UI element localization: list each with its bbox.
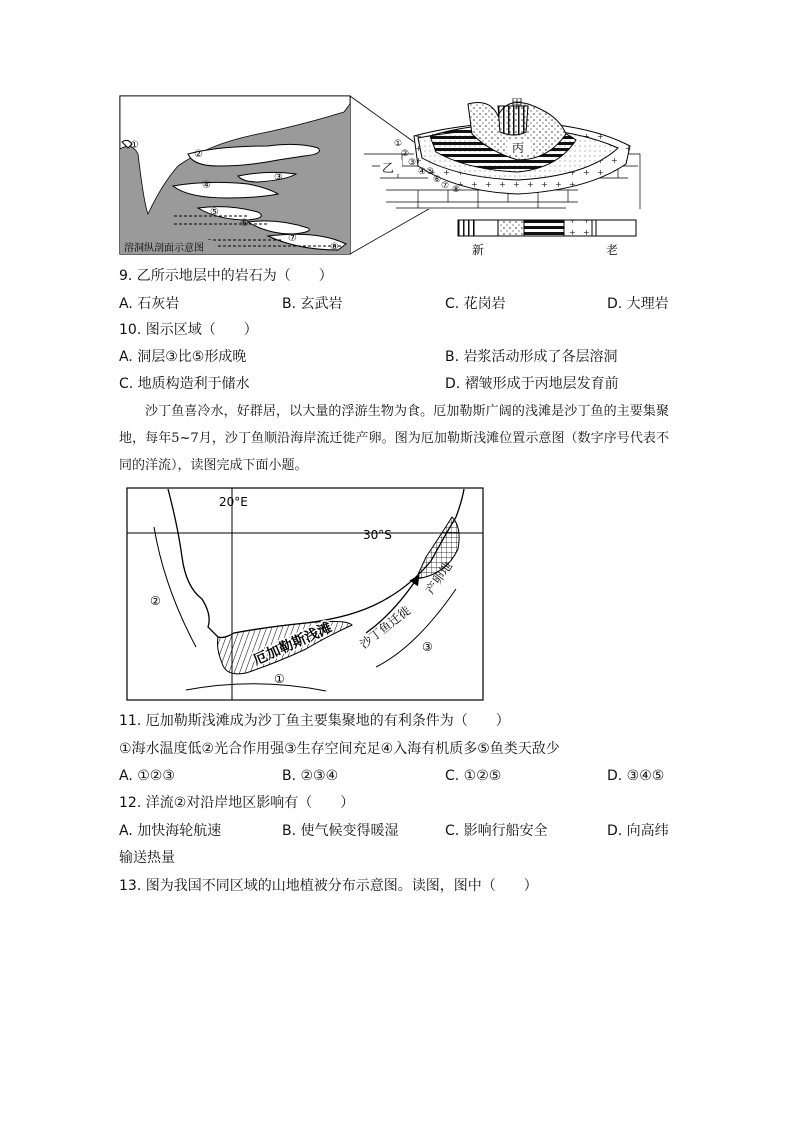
fold-label-6: ⑥	[433, 175, 442, 185]
legend-new-label: 新	[472, 243, 485, 257]
longitude-label: 20°E	[219, 495, 248, 509]
spawn-label: 产卵地	[422, 559, 456, 597]
cave-label-8: ⑧	[330, 242, 339, 253]
q9-option-c[interactable]: C. 花岗岩	[445, 296, 506, 312]
cave-section-panel	[120, 96, 350, 254]
q11-option-d[interactable]: D. ③④⑤	[607, 768, 665, 784]
cave-label-3: ③	[274, 172, 283, 183]
q12-option-d[interactable]: D. 向高纬	[607, 823, 669, 839]
q9-stem: 9. 乙所示地层中的岩石为（ ）	[119, 268, 333, 284]
current-2-label: ②	[150, 594, 161, 608]
cave-label-7: ⑦	[288, 233, 297, 244]
agulhas-bank-label: 厄加勒斯浅滩	[251, 619, 335, 669]
q12-stem: 12. 洋流②对沿岸地区影响有（ ）	[119, 795, 355, 811]
karst-cave-figure	[118, 94, 658, 260]
q10-stem: 10. 图示区域（ ）	[119, 322, 258, 338]
label-yi: 乙	[382, 161, 395, 175]
cave-section-caption: 溶洞纵剖面示意图	[124, 243, 204, 254]
fold-label-4: ④	[418, 167, 427, 177]
current-1-label: ①	[274, 672, 285, 686]
q9-option-d[interactable]: D. 大理岩	[607, 296, 669, 312]
q10-option-a[interactable]: A. 洞层③比⑤形成晚	[119, 349, 247, 365]
q12-option-c[interactable]: C. 影响行船安全	[445, 823, 548, 839]
fold-label-8: ⑧	[452, 185, 461, 195]
q13-stem: 13. 图为我国不同区域的山地植被分布示意图。读图，图中（ ）	[119, 878, 538, 894]
fold-label-2: ②	[401, 149, 410, 159]
q11-stem: 11. 厄加勒斯浅滩成为沙丁鱼主要集聚地的有利条件为（ ）	[119, 713, 510, 729]
strata-legend	[458, 220, 636, 236]
label-bing: 丙	[512, 141, 525, 155]
q9-option-b[interactable]: B. 玄武岩	[282, 296, 343, 312]
migration-label: 沙丁鱼迁徙	[357, 603, 414, 652]
cave-label-6: ⑥	[240, 218, 249, 229]
current-3-label: ③	[422, 640, 433, 654]
q12-option-b[interactable]: B. 使气候变得暖湿	[282, 823, 399, 839]
latitude-label: 30°S	[363, 528, 392, 542]
label-jia: 甲	[511, 97, 524, 111]
cave-label-1: ①	[130, 140, 139, 151]
q11-conditions: ①海水温度低②光合作用强③生存空间充足④入海有机质多⑤鱼类天敌少	[119, 741, 560, 757]
cave-label-4: ④	[202, 180, 211, 191]
q12-option-a[interactable]: A. 加快海轮航速	[119, 823, 222, 839]
fold-label-5: ⑤	[426, 167, 435, 177]
fold-label-3: ③	[408, 158, 417, 168]
q10-option-c[interactable]: C. 地质构造利于储水	[119, 376, 250, 392]
q11-option-b[interactable]: B. ②③④	[282, 768, 339, 784]
q12-option-d-continuation: 输送热量	[119, 850, 175, 866]
q11-option-c[interactable]: C. ①②⑤	[445, 768, 502, 784]
cave-label-5: ⑤	[210, 207, 219, 218]
q11-option-a[interactable]: A. ①②③	[119, 768, 175, 784]
q9-option-a[interactable]: A. 石灰岩	[119, 296, 180, 312]
cave-label-2: ②	[194, 149, 203, 160]
legend-old-label: 老	[606, 243, 619, 257]
agulhas-bank-map	[126, 487, 484, 701]
fold-label-7: ⑦	[441, 181, 450, 191]
fold-label-1: ①	[394, 139, 403, 149]
q10-option-b[interactable]: B. 岩浆活动形成了各层溶洞	[445, 349, 618, 365]
sardine-passage: 沙丁鱼喜冷水，好群居，以大量的浮游生物为食。厄加勒斯广阔的浅滩是沙丁鱼的主要集聚地，每年5~7月，沙丁鱼顺沿海岸流迁徙产卵。图为厄加勒斯浅滩位置示意图（数字序号代表不同的洋流），读图完成下面小题。	[119, 404, 669, 473]
q10-option-d[interactable]: D. 褶皱形成于丙地层发育前	[445, 376, 619, 392]
